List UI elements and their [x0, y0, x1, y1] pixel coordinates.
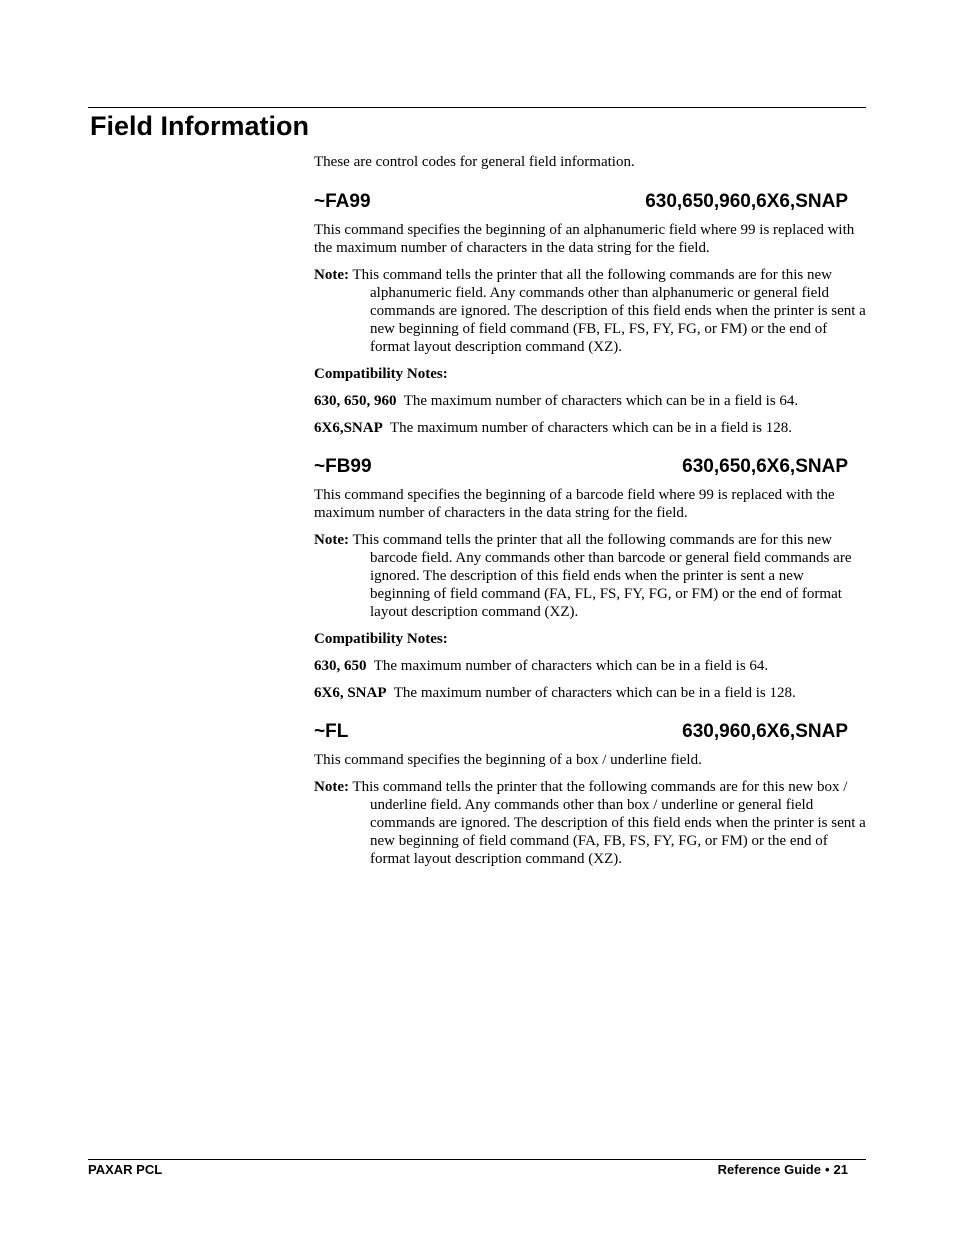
command-models: 630,650,960,6X6,SNAP: [645, 191, 848, 212]
intro-text: These are control codes for general field information.: [314, 154, 635, 170]
compatibility-text: The maximum number of characters which can be in a field is 128.: [393, 685, 796, 701]
command-heading-fl: [314, 721, 848, 743]
compatibility-model: 630, 650, 960: [314, 393, 397, 409]
note-paragraph: [314, 266, 866, 356]
command-models: 630,960,6X6,SNAP: [682, 721, 848, 742]
note-label: Note:: [314, 779, 349, 795]
page-title: Field Information: [90, 111, 309, 141]
compatibility-note: [314, 684, 866, 702]
header-rule: [88, 107, 866, 108]
compatibility-heading: Compatibility Notes:: [314, 366, 448, 382]
compatibility-text: The maximum number of characters which can be in a field is 64.: [373, 658, 769, 674]
footer-left: PAXAR PCL: [88, 1162, 163, 1177]
command-heading-fa99: [314, 191, 848, 213]
note-text: This command tells the printer that all the following commands are for this new alphanumeric field. Any commands other than alphanumeric or general field commands are ignored. The description of this field ends when the printer is sent a new beginning of field command (FB, FL, FS, FY, FG, or FM) or the end of format layout description command (XZ).: [352, 267, 866, 355]
compatibility-note: [314, 419, 866, 437]
footer-rule: [88, 1159, 866, 1160]
content-body: [314, 153, 866, 877]
note-paragraph: [314, 778, 866, 868]
note-label: Note:: [314, 532, 349, 548]
command-code: ~FB99: [314, 456, 372, 477]
compatibility-model: 6X6,SNAP: [314, 420, 383, 436]
note-label: Note:: [314, 267, 349, 283]
note-paragraph: [314, 531, 866, 621]
compatibility-model: 630, 650: [314, 658, 367, 674]
footer-right: [714, 1162, 848, 1178]
footer-guide-title: Reference Guide: [717, 1162, 821, 1177]
command-code: ~FA99: [314, 191, 371, 212]
compatibility-text: The maximum number of characters which can be in a field is 128.: [390, 420, 792, 436]
command-heading-fb99: [314, 456, 848, 478]
compatibility-text: The maximum number of characters which can be in a field is 64.: [403, 393, 799, 409]
compatibility-heading: Compatibility Notes:: [314, 631, 448, 647]
note-text: This command tells the printer that the following commands are for this new box / underline field. Any commands other than box / underline or general field commands are ignored. The description of this field ends when the printer is sent a new beginning of field command (FA, FB, FS, FY, FG, or FM) or the end of format layout description command (XZ).: [352, 779, 866, 867]
command-description: This command specifies the beginning of a barcode field where 99 is replaced with the maximum number of characters in the data string for the field.: [314, 487, 835, 521]
command-models: 630,650,6X6,SNAP: [682, 456, 848, 477]
compatibility-note: [314, 657, 866, 675]
compatibility-note: [314, 392, 866, 410]
footer-bullet: •: [824, 1162, 830, 1177]
command-description: This command specifies the beginning of an alphanumeric field where 99 is replaced with the maximum number of characters in the data string for the field.: [314, 222, 855, 256]
command-description: This command specifies the beginning of a box / underline field.: [314, 752, 702, 768]
command-code: ~FL: [314, 721, 349, 742]
page-footer: [88, 1162, 848, 1178]
note-text: This command tells the printer that all the following commands are for this new barcode field. Any commands other than barcode or general field commands are ignored. The description of this field ends when the printer is sent a new beginning of field command (FA, FL, FS, FY, FG, or FM) or the end of format layout description command (XZ).: [352, 532, 852, 620]
page-number: 21: [833, 1162, 848, 1177]
compatibility-model: 6X6, SNAP: [314, 685, 387, 701]
